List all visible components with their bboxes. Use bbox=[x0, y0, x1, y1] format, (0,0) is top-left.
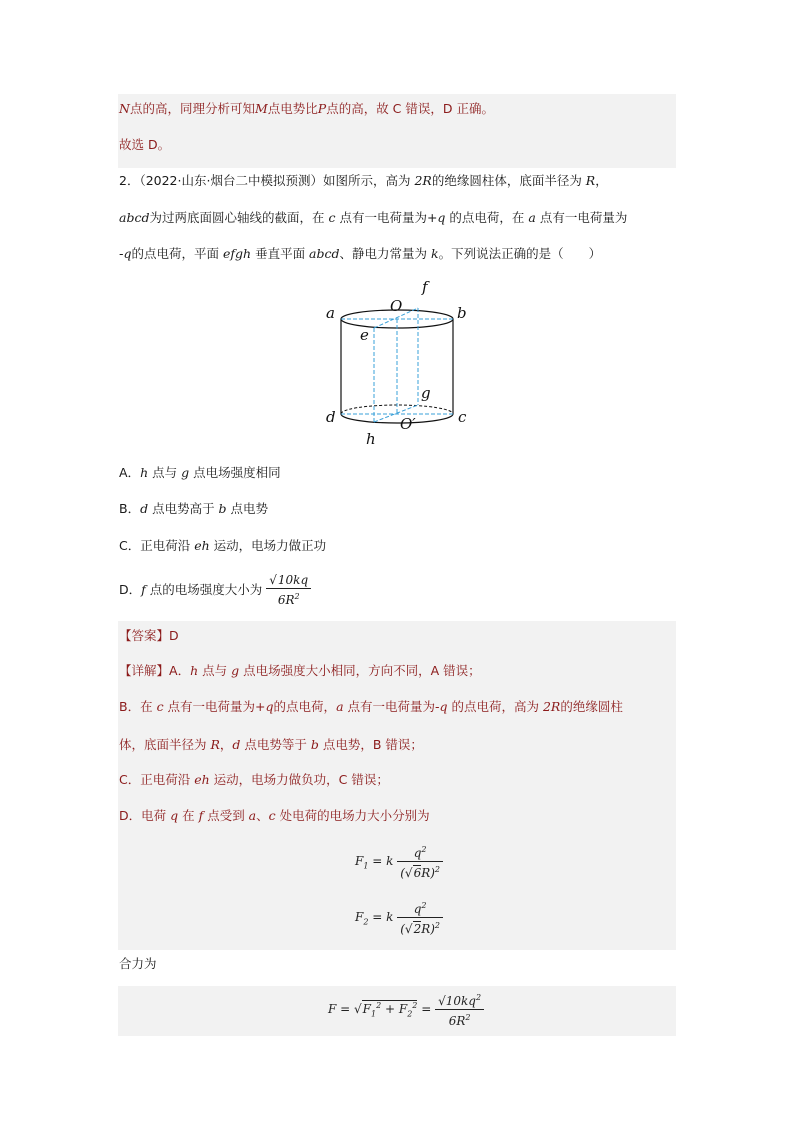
bottom-ellipse-front bbox=[341, 414, 453, 423]
option-c: C．正电荷沿 eh 运动，电场力做正功 bbox=[119, 538, 327, 553]
label-O: O bbox=[390, 297, 403, 315]
label-b: b bbox=[457, 304, 467, 322]
question-line-3: -q的点电荷，平面 efgh 垂直平面 abcd、静电力常量为 k。下列说法正确的是（ ） bbox=[119, 246, 602, 261]
equation-resultant: $F = √F_1^2 + F_2^2$ = $\frac{√10kq^2}{6R^2}$ bbox=[328, 990, 484, 1029]
label-g: g bbox=[421, 384, 431, 402]
label-O2: O′ bbox=[400, 415, 416, 433]
equation-f1: $F_1 = k$ $\frac{q^2}{(√6R)^2}$ bbox=[355, 842, 443, 881]
label-a: a bbox=[326, 304, 335, 322]
equation-f2: $F_2 = k$ $\frac{q^2}{(√2R)^2}$ bbox=[355, 898, 443, 937]
cylinder-figure bbox=[320, 278, 480, 450]
prev-line-2: 故选 D。 bbox=[119, 137, 171, 152]
detail-c: C．正电荷沿 eh 运动，电场力做负功，C 错误； bbox=[119, 772, 389, 787]
prev-line-1: N点的高，同理分析可知M点电势比P点的高，故 C 错误，D 正确。 bbox=[119, 101, 494, 116]
detail-d: D．电荷 q 在 f 点受到 a、c 处电荷的电场力大小分别为 bbox=[119, 808, 430, 823]
label-c: c bbox=[458, 408, 467, 426]
label-h: h bbox=[366, 430, 376, 448]
detail-a: 【详解】A．h 点与 g 点电场强度大小相同，方向不同，A 错误； bbox=[119, 663, 481, 678]
option-d-fraction: $\frac{√10kq}{6R^2}$ bbox=[266, 573, 311, 608]
label-e: e bbox=[360, 326, 369, 344]
option-b: B．d 点电势高于 b 点电势 bbox=[119, 501, 269, 516]
label-f: f bbox=[422, 278, 428, 296]
option-a: A．h 点与 g 点电场强度相同 bbox=[119, 465, 281, 480]
label-d: d bbox=[326, 408, 336, 426]
question-line-1: 2．（2022·山东·烟台二中模拟预测）如图所示，高为 2R的绝缘圆柱体，底面半径为 R， bbox=[119, 173, 608, 188]
resultant-label: 合力为 bbox=[119, 956, 157, 971]
option-d: D．f 点的电场强度大小为 $\frac{√10kq}{6R^2}$ bbox=[119, 572, 311, 608]
answer-line: 【答案】D bbox=[119, 628, 179, 643]
detail-b-2: 体，底面半径为 R，d 点电势等于 b 点电势，B 错误； bbox=[119, 737, 423, 752]
question-line-2: abcd为过两底面圆心轴线的截面，在 c 点有一电荷量为+q 的点电荷，在 a 点有一电荷量为 bbox=[119, 210, 628, 225]
detail-b-1: B．在 c 点有一电荷量为+q的点电荷，a 点有一电荷量为-q 的点电荷，高为 2R的绝缘圆柱 bbox=[119, 699, 623, 714]
